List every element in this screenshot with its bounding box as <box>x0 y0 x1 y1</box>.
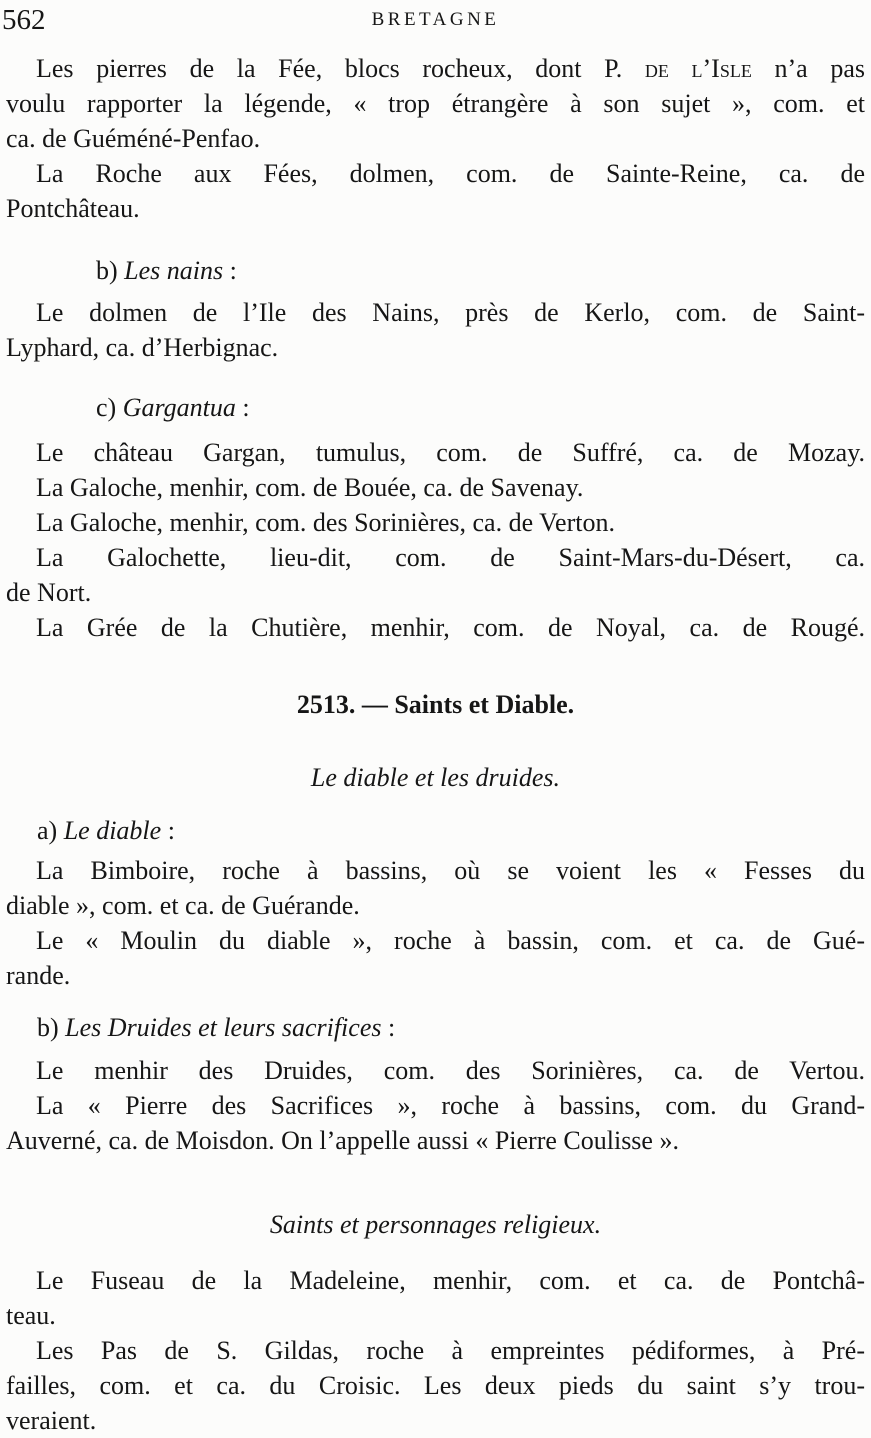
paragraph-galoche-bouee <box>6 470 865 505</box>
paragraph-pierres-de-la-fee <box>6 51 865 156</box>
text-line: La Galochette, lieu-dit, com. de Saint-Mars-du-Désert, ca. <box>36 543 865 572</box>
paragraph-fuseau-madeleine <box>6 1263 865 1333</box>
text-line: Le « Moulin du diable », roche à bassin, com. et ca. de Gué- <box>36 926 865 955</box>
text-line: ca. de Guéméné-Penfao. <box>6 124 261 153</box>
heading-colon: : <box>381 1013 396 1042</box>
text-line: La Bimboire, roche à bassins, où se voient les « Fesses du <box>36 856 865 885</box>
text-line: La Grée de la Chutière, menhir, com. de Noyal, ca. de Rougé. <box>36 613 865 642</box>
page-number: 562 <box>2 4 46 36</box>
text-line: Lyphard, ca. d’Herbignac. <box>6 333 279 362</box>
heading-gargantua <box>6 390 865 425</box>
text-line: Le dolmen de l’Ile des Nains, près de Kerlo, com. de Saint- <box>36 298 865 327</box>
text-line: La Roche aux Fées, dolmen, com. de Sainte-Reine, ca. de <box>36 159 865 188</box>
heading-druides-et-sacrifices <box>6 1010 865 1045</box>
text-line: Le château Gargan, tumulus, com. de Suffré, ca. de Mozay. <box>36 438 865 467</box>
text-line: teau. <box>6 1301 56 1330</box>
heading-letter: b) <box>37 1013 66 1042</box>
text-segment: n’a pas <box>751 54 866 83</box>
heading-letter: b) <box>96 256 125 285</box>
paragraph-dolmen-ile-des-nains <box>6 295 865 365</box>
text-line: La Galoche, menhir, com. des Sorinières, ca. de Verton. <box>36 508 615 537</box>
text-line: diable », com. et ca. de Guérande. <box>6 891 360 920</box>
text-line: Pontchâteau. <box>6 194 140 223</box>
heading-title: Les nains <box>124 256 224 285</box>
heading-title: Gargantua <box>122 393 236 422</box>
text-line: de Nort. <box>6 578 92 607</box>
text-line: La « Pierre des Sacrifices », roche à bassins, com. du Grand- <box>36 1091 865 1120</box>
entry-heading-saints-et-diable: 2513. — Saints et Diable. <box>296 690 575 719</box>
subheading-diable-et-druides: Le diable et les druides. <box>310 763 561 792</box>
heading-title: Les Druides et leurs sacrifices <box>65 1013 382 1042</box>
paragraph-bimboire <box>6 853 865 923</box>
paragraph-gree-chutiere <box>6 610 865 645</box>
heading-colon: : <box>223 256 237 285</box>
text-line <box>6 51 865 86</box>
heading-title: Le diable <box>63 816 162 845</box>
paragraph-menhir-des-druides <box>6 1053 865 1088</box>
running-title: BRETAGNE <box>371 9 500 30</box>
heading-letter: a) <box>37 816 64 845</box>
paragraph-moulin-du-diable <box>6 923 865 993</box>
text-segment: Les pierres de la Fée, blocs rocheux, dont P. <box>36 54 645 83</box>
text-line: rande. <box>6 961 71 990</box>
paragraph-galoche-sorinieres <box>6 505 865 540</box>
heading-les-nains <box>6 253 865 288</box>
text-line: failles, com. et ca. du Croisic. Les deux pieds du saint s’y trou- <box>6 1371 865 1400</box>
heading-letter: c) <box>96 393 123 422</box>
text-line: veraient. <box>6 1406 97 1435</box>
subheading-saints-et-personnages: Saints et personnages religieux. <box>269 1210 602 1239</box>
heading-le-diable <box>6 813 865 848</box>
paragraph-pas-de-s-gildas <box>6 1333 865 1438</box>
small-caps-author-name: de l’Isle <box>644 54 752 83</box>
text-line: Le Fuseau de la Madeleine, menhir, com. et ca. de Pontchâ- <box>36 1266 865 1295</box>
page-header <box>2 4 865 36</box>
paragraph-galochette <box>6 540 865 610</box>
text-line: Les Pas de S. Gildas, roche à empreintes pédiformes, à Pré- <box>36 1336 865 1365</box>
text-line: Le menhir des Druides, com. des Sorinières, ca. de Vertou. <box>36 1056 865 1085</box>
paragraph-pierre-des-sacrifices <box>6 1088 865 1158</box>
text-line: La Galoche, menhir, com. de Bouée, ca. de Savenay. <box>36 473 584 502</box>
text-line: Auverné, ca. de Moisdon. On l’appelle aussi « Pierre Coulisse ». <box>6 1126 679 1155</box>
heading-colon: : <box>161 816 175 845</box>
paragraph-roche-aux-fees <box>6 156 865 226</box>
paragraph-chateau-gargan <box>6 435 865 470</box>
text-line: voulu rapporter la légende, « trop étrangère à son sujet », com. et <box>6 89 865 118</box>
heading-colon: : <box>235 393 250 422</box>
